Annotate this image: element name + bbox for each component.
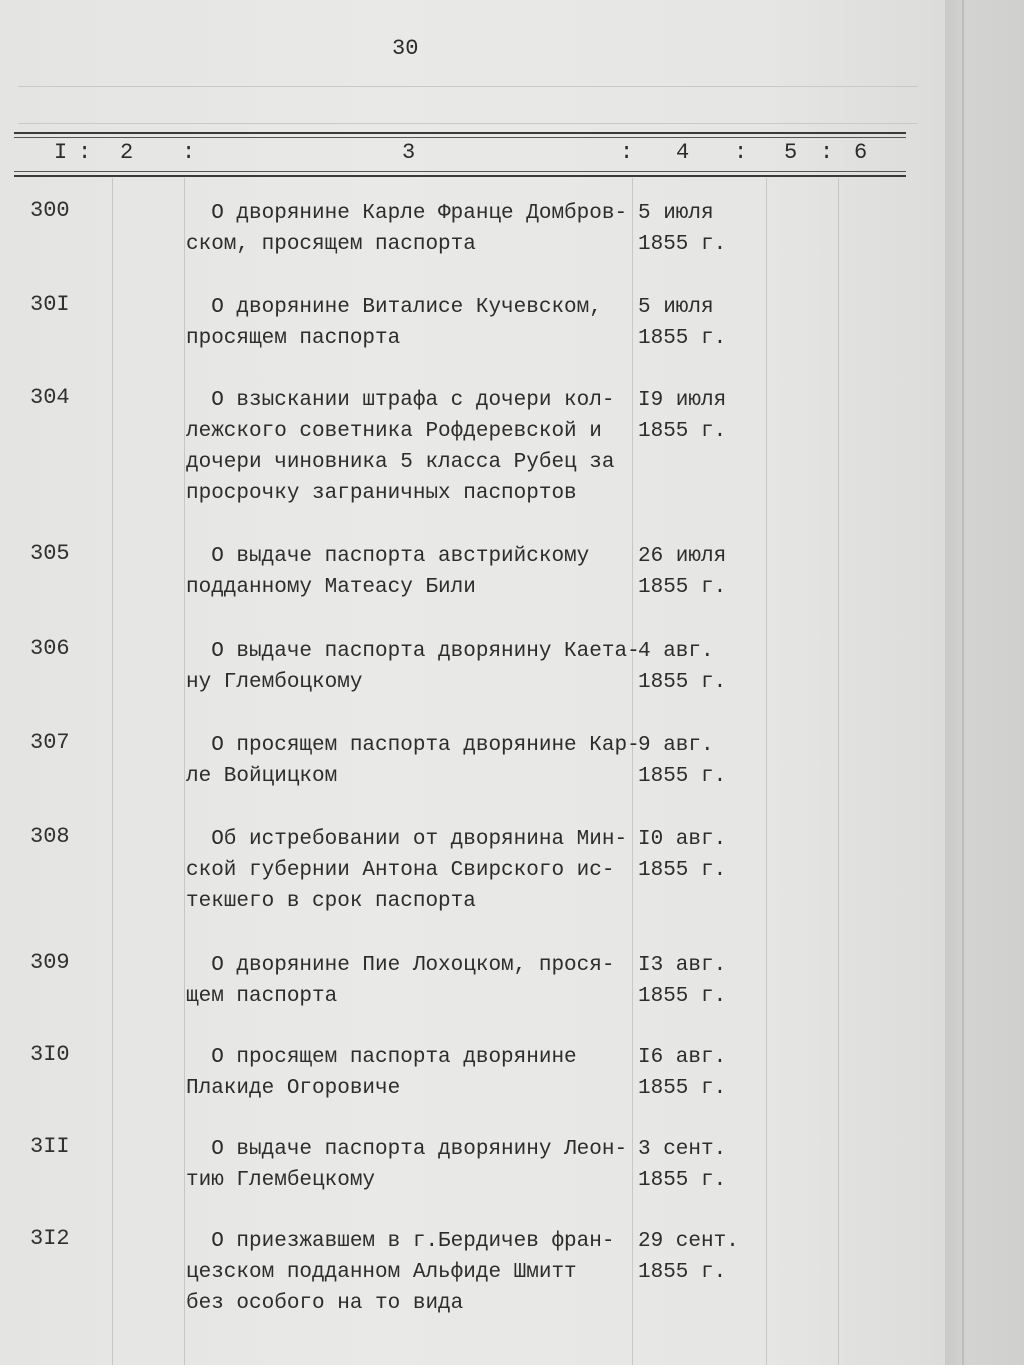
entry-title: Об истребовании от дворянина Мин- ской губернии Антона Свирского ис- текшего в срок паспорта: [186, 828, 628, 913]
column-number: 6: [854, 140, 868, 165]
entry-number: 3II: [30, 1134, 70, 1159]
header-rule-top-thin: [14, 137, 906, 138]
entry-date: I9 июля 1855 г.: [638, 389, 727, 443]
entry-number: 306: [30, 636, 70, 661]
column-number: 3: [402, 140, 416, 165]
entry-date: 5 июля 1855 г.: [638, 296, 727, 350]
entry-title: О приезжавшем в г.Бердичев фран- цезском подданном Альфиде Шмитт без особого на то вида: [186, 1230, 615, 1315]
entry-date: I3 авг. 1855 г.: [638, 954, 727, 1008]
entry-title: О выдаче паспорта дворянину Каета- ну Глембоцкому: [186, 640, 640, 694]
entry-title: О просящем паспорта дворянине Кар- ле Войцицком: [186, 734, 640, 788]
page-stack-edge: [945, 0, 1024, 1365]
entry-title: О просящем паспорта дворянине Плакиде Огоровиче: [186, 1046, 577, 1100]
entry-number: 308: [30, 824, 70, 849]
entry-date: 3 сент. 1855 г.: [638, 1138, 727, 1192]
column-separator: :: [78, 140, 92, 165]
entry-title: О дворянине Виталисе Кучевском, просящем паспорта: [186, 296, 602, 350]
faded-header-bleedthrough: [18, 86, 918, 122]
column-guide: [184, 178, 185, 1365]
column-number: I: [54, 140, 68, 165]
entry-title: О выдаче паспорта австрийскому подданному Матеасу Били: [186, 545, 590, 599]
entry-title: О дворянине Карле Франце Домбров- ском, просящем паспорта: [186, 202, 628, 256]
column-number-row: [14, 140, 906, 170]
entry-number: 3I2: [30, 1226, 70, 1251]
entry-date: I6 авг. 1855 г.: [638, 1046, 727, 1100]
column-guide: [766, 178, 767, 1365]
page-stack-edge-line: [962, 0, 964, 1365]
column-number: 5: [784, 140, 798, 165]
entry-title: О выдаче паспорта дворянину Леон- тию Глембецкому: [186, 1138, 628, 1192]
column-separator: :: [734, 140, 748, 165]
entry-number: 307: [30, 730, 70, 755]
entry-title: О взыскании штрафа с дочери кол- лежского советника Рофдеревской и дочери чиновника 5 класса Рубец за просрочку заграничных паспортов: [186, 389, 615, 505]
entry-number: 300: [30, 198, 70, 223]
entry-date: I0 авг. 1855 г.: [638, 828, 727, 882]
entry-date: 5 июля 1855 г.: [638, 202, 727, 256]
entry-number: 30I: [30, 292, 70, 317]
header-rule-bottom: [14, 175, 906, 177]
column-separator: :: [620, 140, 634, 165]
column-number: 4: [676, 140, 690, 165]
column-separator: :: [820, 140, 834, 165]
entry-date: 29 сент. 1855 г.: [638, 1230, 739, 1284]
column-guide: [838, 178, 839, 1365]
entry-number: 3I0: [30, 1042, 70, 1067]
header-rule-bottom-thin: [14, 171, 906, 172]
entry-number: 309: [30, 950, 70, 975]
page-number: 30: [392, 36, 419, 61]
entry-title: О дворянине Пие Лохоцком, прося- щем паспорта: [186, 954, 615, 1008]
column-separator: :: [182, 140, 196, 165]
header-rule-top: [14, 132, 906, 134]
column-guide: [112, 178, 113, 1365]
entry-date: 4 авг. 1855 г.: [638, 640, 727, 694]
entry-number: 305: [30, 541, 70, 566]
entry-date: 26 июля 1855 г.: [638, 545, 727, 599]
entry-date: 9 авг. 1855 г.: [638, 734, 727, 788]
column-number: 2: [120, 140, 134, 165]
entry-number: 304: [30, 385, 70, 410]
